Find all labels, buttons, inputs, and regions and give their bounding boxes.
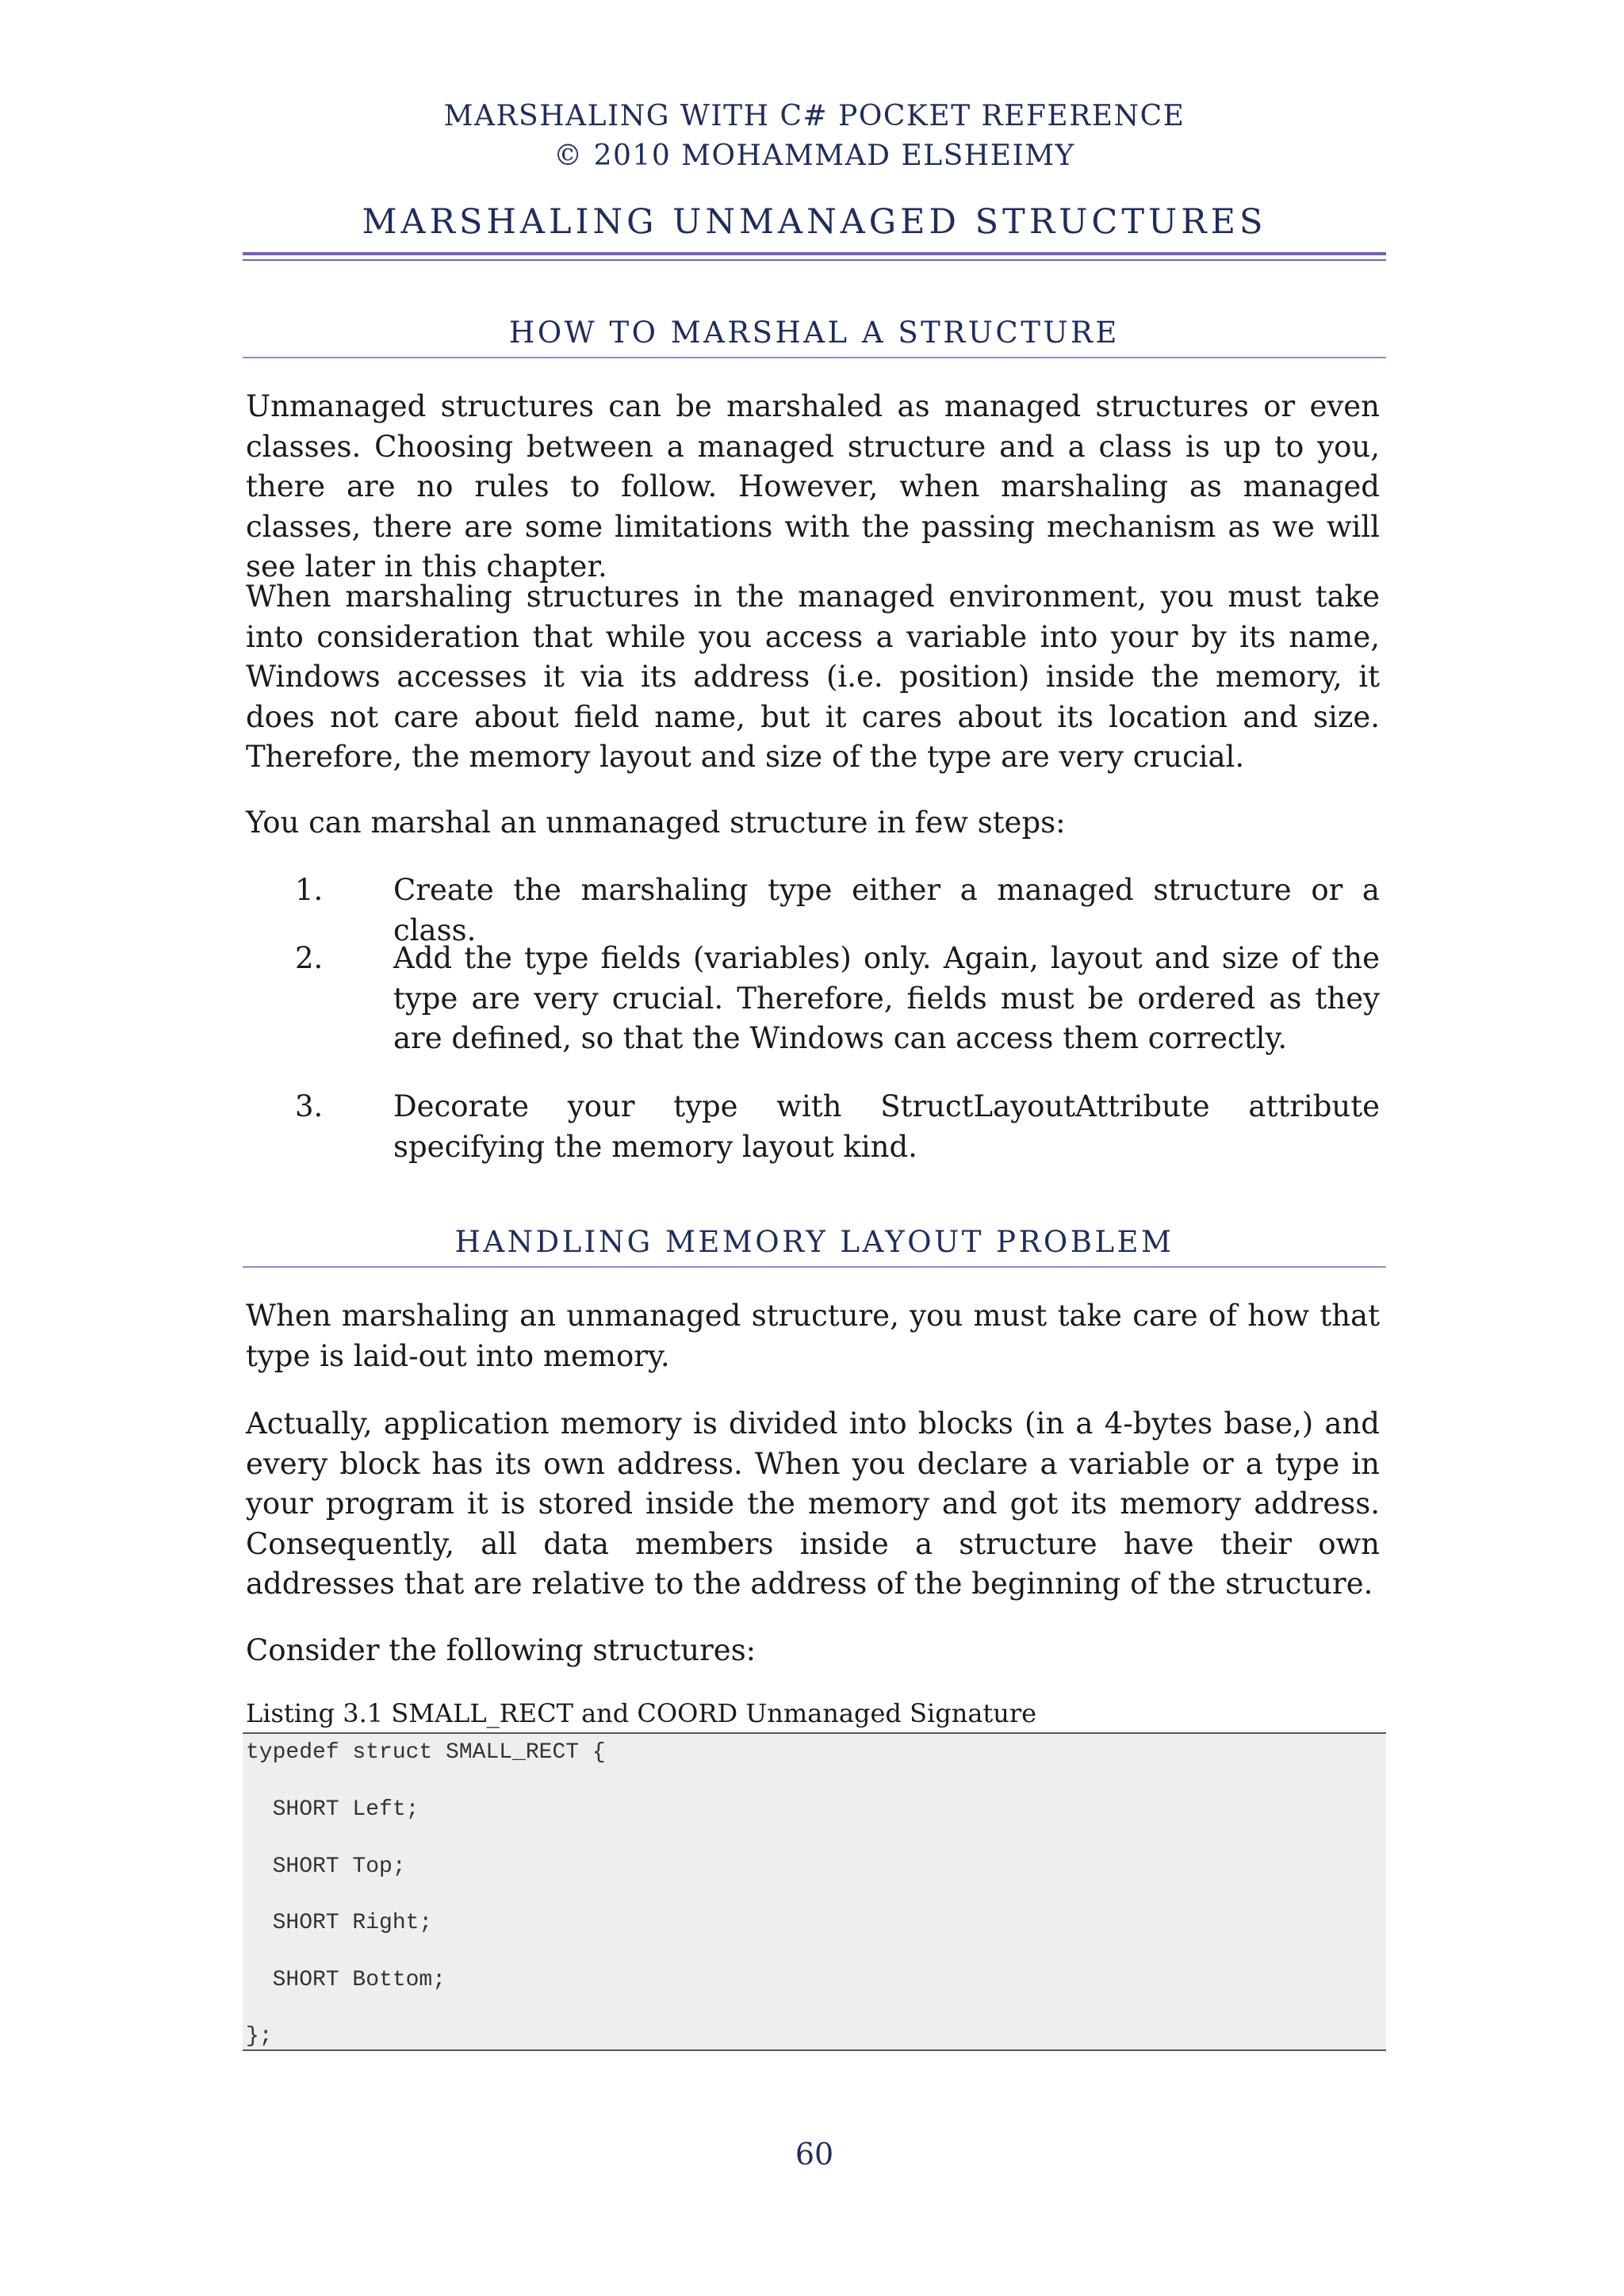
section-rule bbox=[243, 357, 1386, 358]
code-line: typedef struct SMALL_RECT { bbox=[246, 1740, 606, 1765]
code-line: }; bbox=[246, 2024, 273, 2049]
section-rule bbox=[243, 1266, 1386, 1268]
code-line: SHORT Left; bbox=[246, 1797, 419, 1822]
code-listing bbox=[243, 1732, 1386, 2051]
list-text: Create the marshaling type either a managed structure or a class. bbox=[393, 873, 1380, 947]
code-line: SHORT Top; bbox=[246, 1854, 406, 1879]
running-header-title: MARSHALING WITH C# POCKET REFERENCE bbox=[443, 100, 1185, 132]
list-number: 1. bbox=[295, 873, 324, 907]
paragraph: You can marshal an unmanaged structure in few steps: bbox=[246, 806, 1066, 840]
section-title-how-to-marshal: HOW TO MARSHAL A STRUCTURE bbox=[509, 316, 1120, 350]
paragraph: When marshaling structures in the managed environment, you must take into consideration that while you access a variable into your by its name, Windows accesses it via its address (i.e. position) inside the memory, it does not care about field name, but it cares about its location and size. Therefore, the memory layout and size of the type are very crucial. bbox=[246, 580, 1380, 774]
paragraph: When marshaling an unmanaged structure, you must take care of how that type is laid-out into memory. bbox=[246, 1299, 1380, 1373]
chapter-rule bbox=[243, 252, 1386, 261]
listing-caption: Listing 3.1 SMALL_RECT and COORD Unmanaged Signature bbox=[246, 1698, 1037, 1728]
code-line: SHORT Bottom; bbox=[246, 1968, 446, 1992]
list-number: 3. bbox=[295, 1089, 324, 1123]
document-page bbox=[243, 0, 1386, 2296]
paragraph: Unmanaged structures can be marshaled as managed structures or even classes. Choosing between a managed structure and a class is up to you, there are no rules to follow. However, when marshaling as managed classes, there are some limitations with the passing mechanism as we will see later in this chapter. bbox=[246, 389, 1380, 584]
paragraph: Consider the following structures: bbox=[246, 1633, 756, 1667]
paragraph: Actually, application memory is divided into blocks (in a 4-bytes base,) and every block has its own address. When you declare a variable or a type in your program it is stored inside the memory and got its memory address. Consequently, all data members inside a structure have their own addresses that are relative to the address of the beginning of the structure. bbox=[246, 1406, 1380, 1601]
list-number: 2. bbox=[295, 941, 324, 975]
section-title-memory-layout: HANDLING MEMORY LAYOUT PROBLEM bbox=[454, 1225, 1174, 1259]
list-item bbox=[295, 939, 1380, 1059]
list-text: Decorate your type with StructLayoutAttribute attribute specifying the memory layout kind. bbox=[393, 1089, 1380, 1164]
chapter-title: MARSHALING UNMANAGED STRUCTURES bbox=[362, 202, 1267, 242]
list-item bbox=[295, 1087, 1380, 1167]
list-text: Add the type fields (variables) only. Again, layout and size of the type are very crucial. Therefore, fields must be ordered as they are defined, so that the Windows can access them correctly. bbox=[393, 941, 1380, 1055]
page-number: 60 bbox=[795, 2137, 834, 2172]
code-line: SHORT Right; bbox=[246, 1911, 433, 1935]
running-header-copyright: © 2010 MOHAMMAD ELSHEIMY bbox=[553, 140, 1075, 172]
